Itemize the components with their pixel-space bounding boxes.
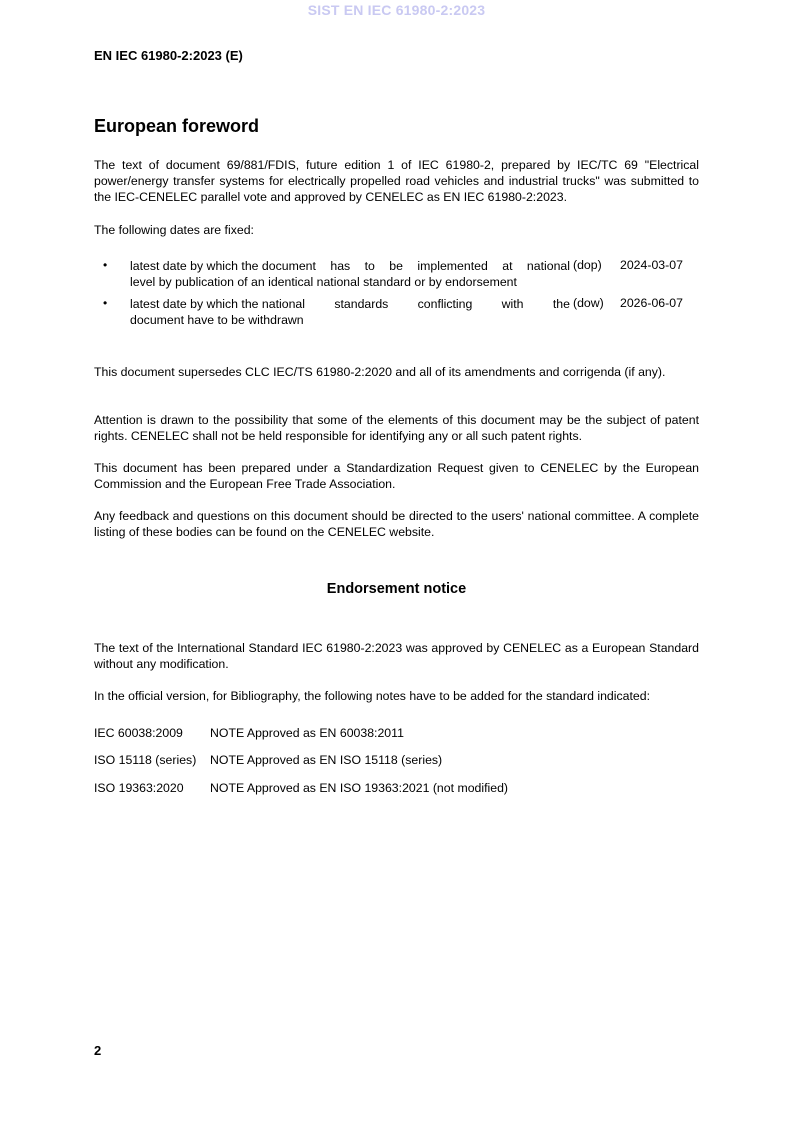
foreword-intro: The text of document 69/881/FDIS, future edition 1 of IEC 61980-2, prepared by IEC/TC 69 "Electrical power/energy transfer systems for electrically propelled road vehicles and industrial trucks" was submitted to the IEC-CENELEC parallel vote and approved by CENELEC as EN IEC 61980-2:2023.	[94, 158, 699, 204]
date-value: 2026-06-07	[620, 296, 683, 310]
document-id: EN IEC 61980-2:2023 (E)	[94, 48, 243, 63]
bibliography-note-row	[94, 781, 508, 795]
watermark: SIST EN IEC 61980-2:2023	[307, 2, 486, 18]
date-code: (dop)	[573, 258, 602, 272]
date-item-dow	[130, 296, 570, 328]
note-text: NOTE Approved as EN 60038:2011	[210, 726, 404, 740]
date-value: 2024-03-07	[620, 258, 683, 272]
word: the	[552, 297, 570, 311]
bibliography-intro: In the official version, for Bibliography, the following notes have to be added for the standard indicated:	[94, 689, 650, 703]
date-code: (dow)	[573, 296, 604, 310]
word: latest date by which the document	[130, 259, 316, 273]
bullet-icon: •	[103, 258, 108, 272]
dates-intro: The following dates are fixed:	[94, 223, 254, 237]
word: national	[526, 259, 570, 273]
bibliography-note-row	[94, 753, 442, 767]
word: to	[364, 259, 375, 273]
bullet-icon: •	[103, 296, 108, 310]
note-standard: ISO 15118 (series)	[94, 753, 197, 767]
word: be	[389, 259, 403, 273]
date-item-line2: level by publication of an identical national standard or by endorsement	[130, 275, 517, 289]
page-number: 2	[94, 1043, 102, 1058]
note-text: NOTE Approved as EN ISO 15118 (series)	[210, 753, 443, 767]
foreword-title: European foreword	[94, 116, 260, 136]
date-item-line2: document have to be withdrawn	[130, 313, 304, 327]
word: at	[502, 259, 513, 273]
word: latest date by which the national	[130, 297, 306, 311]
word: implemented	[417, 259, 488, 273]
supersedes-paragraph: This document supersedes CLC IEC/TS 61980-2:2020 and all of its amendments and corrigenda (if any).	[94, 365, 666, 379]
note-text: NOTE Approved as EN ISO 19363:2021 (not modified)	[210, 781, 509, 795]
bibliography-note-row	[94, 726, 404, 740]
endorsement-approval: The text of the International Standard IEC 61980-2:2023 was approved by CENELEC as a European Standard without any modification.	[94, 641, 699, 671]
word: standards	[334, 297, 389, 311]
patent-paragraph: Attention is drawn to the possibility that some of the elements of this document may be the subject of patent rights. CENELEC shall not be held responsible for identifying any or all such patent rights.	[94, 413, 699, 443]
date-item-dop	[130, 258, 570, 290]
word: has	[330, 259, 351, 273]
note-standard: IEC 60038:2009	[94, 726, 183, 740]
word: with	[501, 297, 524, 311]
word: conflicting	[417, 297, 473, 311]
feedback-paragraph: Any feedback and questions on this document should be directed to the users' national committee. A complete listing of these bodies can be found on the CENELEC website.	[94, 509, 699, 539]
standardization-paragraph: This document has been prepared under a Standardization Request given to CENELEC by the European Commission and the European Free Trade Association.	[94, 461, 699, 491]
endorsement-title: Endorsement notice	[326, 581, 467, 597]
note-standard: ISO 19363:2020	[94, 781, 184, 795]
date-item-line1	[130, 258, 570, 274]
date-item-line1	[130, 296, 570, 312]
